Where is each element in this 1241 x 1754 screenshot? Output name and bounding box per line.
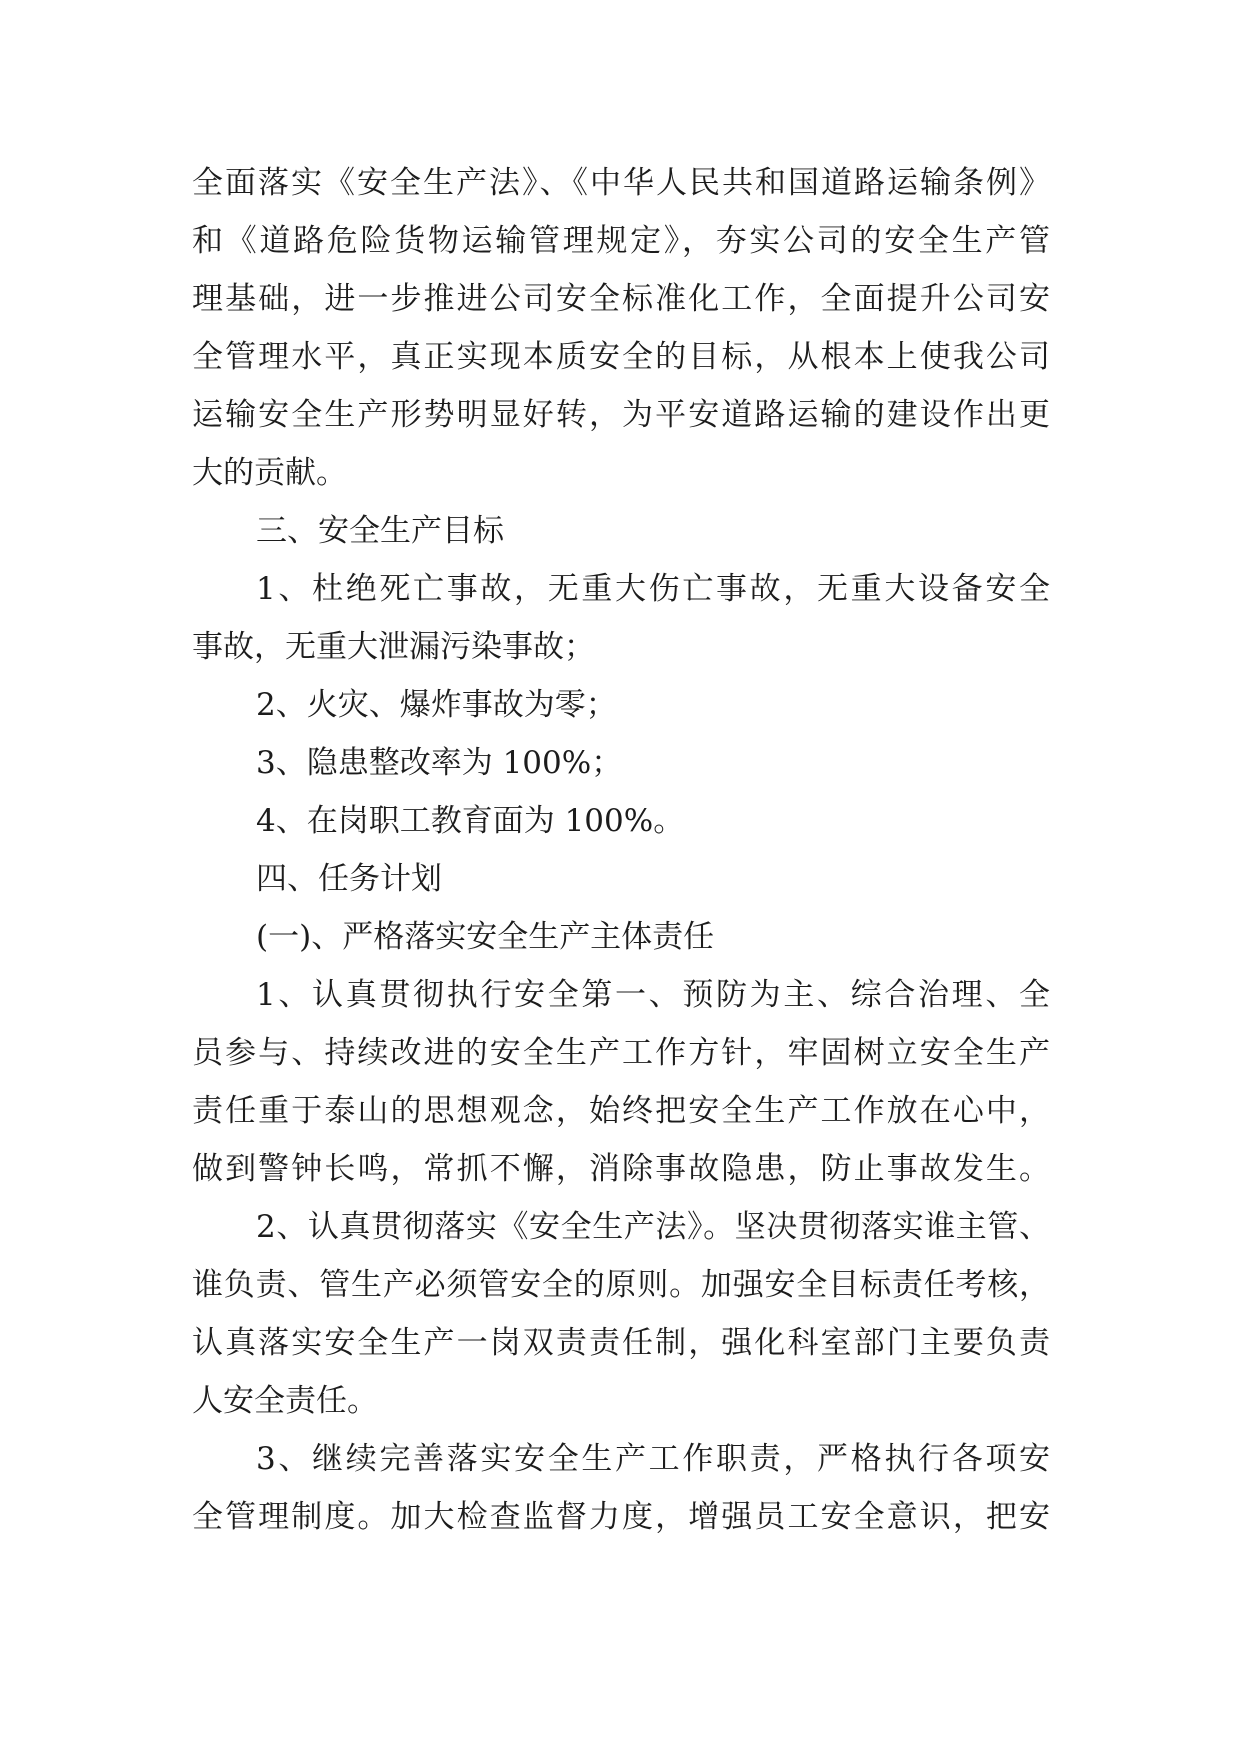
body-line: 大的贡献。	[192, 455, 347, 491]
body-line: 运输安全生产形势明显好转，为平安道路运输的建设作出更	[192, 397, 1050, 433]
document-body	[192, 154, 1050, 1546]
body-line: 做到警钟长鸣，常抓不懈，消除事故隐患，防止事故发生。	[192, 1151, 1050, 1187]
list-item-line: 4、在岗职工教育面为 100%。	[256, 803, 685, 839]
body-line: 全管理水平，真正实现本质安全的目标，从根本上使我公司	[192, 339, 1050, 375]
body-line: 理基础，进一步推进公司安全标准化工作，全面提升公司安	[192, 281, 1050, 317]
body-line: 认真落实安全生产一岗双责责任制，强化科室部门主要负责	[192, 1325, 1050, 1361]
body-line: 谁负责、管生产必须管安全的原则。加强安全目标责任考核，	[192, 1267, 1050, 1303]
body-line: 员参与、持续改进的安全生产工作方针，牢固树立安全生产	[192, 1035, 1050, 1071]
section-heading: 三、安全生产目标	[256, 513, 504, 549]
list-item-line: 3、继续完善落实安全生产工作职责，严格执行各项安	[256, 1441, 1050, 1477]
section-heading: 四、任务计划	[256, 861, 442, 897]
list-item-line: 2、认真贯彻落实《安全生产法》。坚决贯彻落实谁主管、	[256, 1209, 1050, 1245]
body-line: 全管理制度。加大检查监督力度，增强员工安全意识，把安	[192, 1499, 1050, 1535]
subsection-heading: (一)、严格落实安全生产主体责任	[256, 919, 715, 955]
body-line: 全面落实《安全生产法》、《中华人民共和国道路运输条例》	[192, 165, 1050, 201]
list-item-line: 1、杜绝死亡事故，无重大伤亡事故，无重大设备安全	[256, 571, 1050, 607]
list-item-line: 事故，无重大泄漏污染事故；	[192, 629, 595, 665]
list-item-line: 2、火灾、爆炸事故为零；	[256, 687, 617, 723]
list-item-line: 1、认真贯彻执行安全第一、预防为主、综合治理、全	[256, 977, 1050, 1013]
list-item-line: 3、隐患整改率为 100%；	[256, 745, 623, 781]
body-line: 人安全责任。	[192, 1383, 378, 1419]
body-line: 和《道路危险货物运输管理规定》，夯实公司的安全生产管	[192, 223, 1050, 259]
body-line: 责任重于泰山的思想观念，始终把安全生产工作放在心中，	[192, 1093, 1050, 1129]
